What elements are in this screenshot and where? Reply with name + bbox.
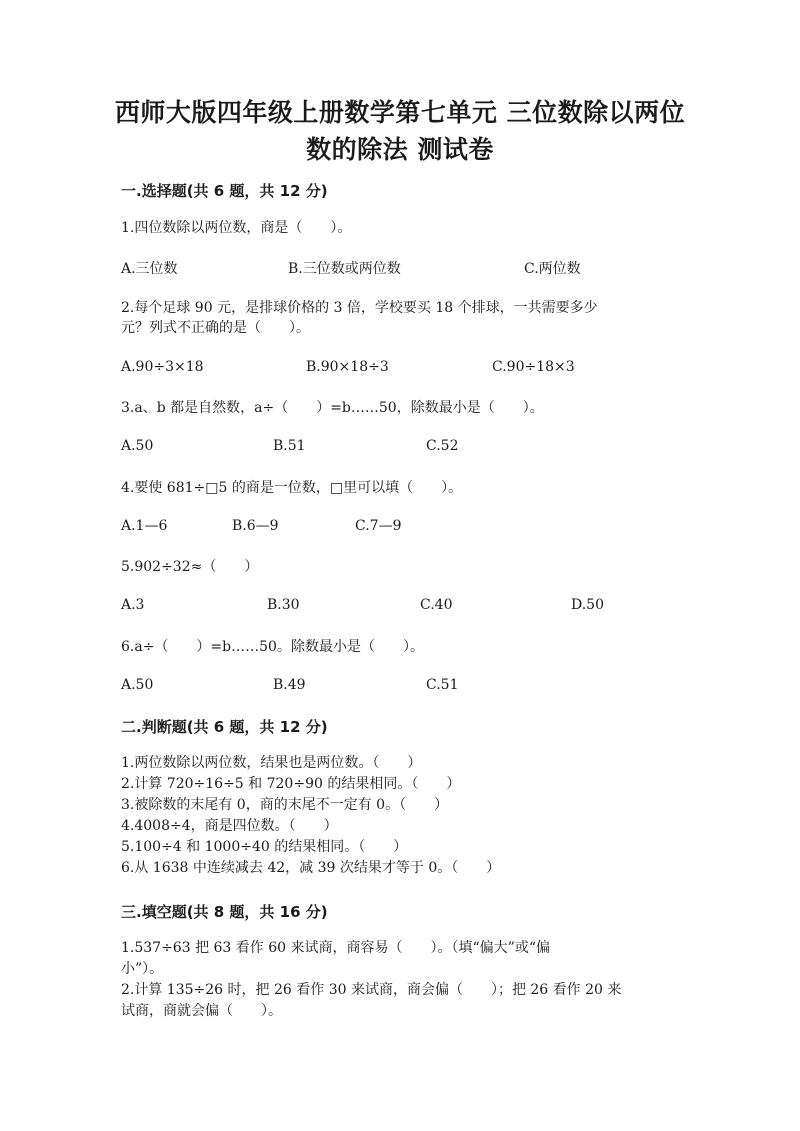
section-heading-choice: 一.选择题(共 6 题，共 12 分) — [121, 182, 328, 200]
question-4-stem: 4.要使 681÷□5 的商是一位数，□里可以填（ ）。 — [121, 480, 463, 496]
question-5-option-b: B.30 — [267, 597, 300, 613]
question-3-option-a: A.50 — [121, 438, 154, 454]
question-2-stem-line-2: 元？列式不正确的是（ ）。 — [121, 320, 310, 336]
section-heading-fill-blank: 三.填空题(共 8 题，共 16 分) — [121, 903, 328, 921]
question-3-option-b: B.51 — [273, 438, 306, 454]
judgment-item-6: 6.从 1638 中连续减去 42，减 39 次结果才等于 0。（ ） — [121, 860, 501, 876]
question-1-stem: 1.四位数除以两位数，商是（ ）。 — [121, 220, 352, 236]
judgment-item-2: 2.计算 720÷16÷5 和 720÷90 的结果相同。（ ） — [121, 776, 461, 792]
question-1-option-a: A.三位数 — [121, 261, 178, 277]
section-heading-judgment: 二.判断题(共 6 题，共 12 分) — [121, 718, 328, 736]
question-5-option-d: D.50 — [571, 597, 604, 613]
question-3-stem: 3.a、b 都是自然数，a÷（ ）=b……50，除数最小是（ ）。 — [121, 400, 544, 416]
question-4-option-a: A.1—6 — [121, 518, 168, 534]
question-2-stem-line-1: 2.每个足球 90 元，是排球价格的 3 倍，学校要买 18 个排球，一共需要多少 — [121, 300, 598, 316]
judgment-item-3: 3.被除数的末尾有 0，商的末尾不一定有 0。（ ） — [121, 797, 449, 813]
question-6-option-a: A.50 — [121, 677, 154, 693]
fill-question-2-line-2: 试商，商就会偏（ ）。 — [121, 1003, 282, 1019]
title-line-1: 西师大版四年级上册数学第七单元 三位数除以两位 — [114, 98, 686, 127]
judgment-item-5: 5.100÷4 和 1000÷40 的结果相同。（ ） — [121, 839, 408, 855]
fill-question-1-line-2: 小”）。 — [121, 961, 164, 977]
judgment-item-1: 1.两位数除以两位数，结果也是两位数。（ ） — [121, 755, 422, 771]
question-2-option-a: A.90÷3×18 — [121, 359, 204, 375]
question-4-option-c: C.7—9 — [355, 518, 402, 534]
question-5-option-c: C.40 — [420, 597, 453, 613]
judgment-item-4: 4.4008÷4，商是四位数。（ ） — [121, 818, 338, 834]
question-6-stem: 6.a÷（ ）=b……50。除数最小是（ ）。 — [121, 639, 424, 655]
question-2-option-b: B.90×18÷3 — [306, 359, 389, 375]
fill-question-1-line-1: 1.537÷63 把 63 看作 60 来试商，商容易（ ）。（填“偏大”或“偏 — [121, 940, 550, 956]
question-1-option-c: C.两位数 — [524, 261, 581, 277]
question-3-option-c: C.52 — [426, 438, 459, 454]
question-5-option-a: A.3 — [121, 597, 145, 613]
question-6-option-c: C.51 — [426, 677, 459, 693]
question-2-option-c: C.90÷18×3 — [492, 359, 575, 375]
question-1-option-b: B.三位数或两位数 — [288, 261, 401, 277]
title-line-2: 数的除法 测试卷 — [306, 135, 494, 164]
page-title — [60, 94, 740, 168]
question-6-option-b: B.49 — [273, 677, 306, 693]
question-4-option-b: B.6—9 — [232, 518, 279, 534]
question-5-stem: 5.902÷32≈（ ） — [121, 559, 259, 575]
fill-question-2-line-1: 2.计算 135÷26 时，把 26 看作 30 来试商，商会偏（ ）；把 26 看作 20 来 — [121, 982, 622, 998]
